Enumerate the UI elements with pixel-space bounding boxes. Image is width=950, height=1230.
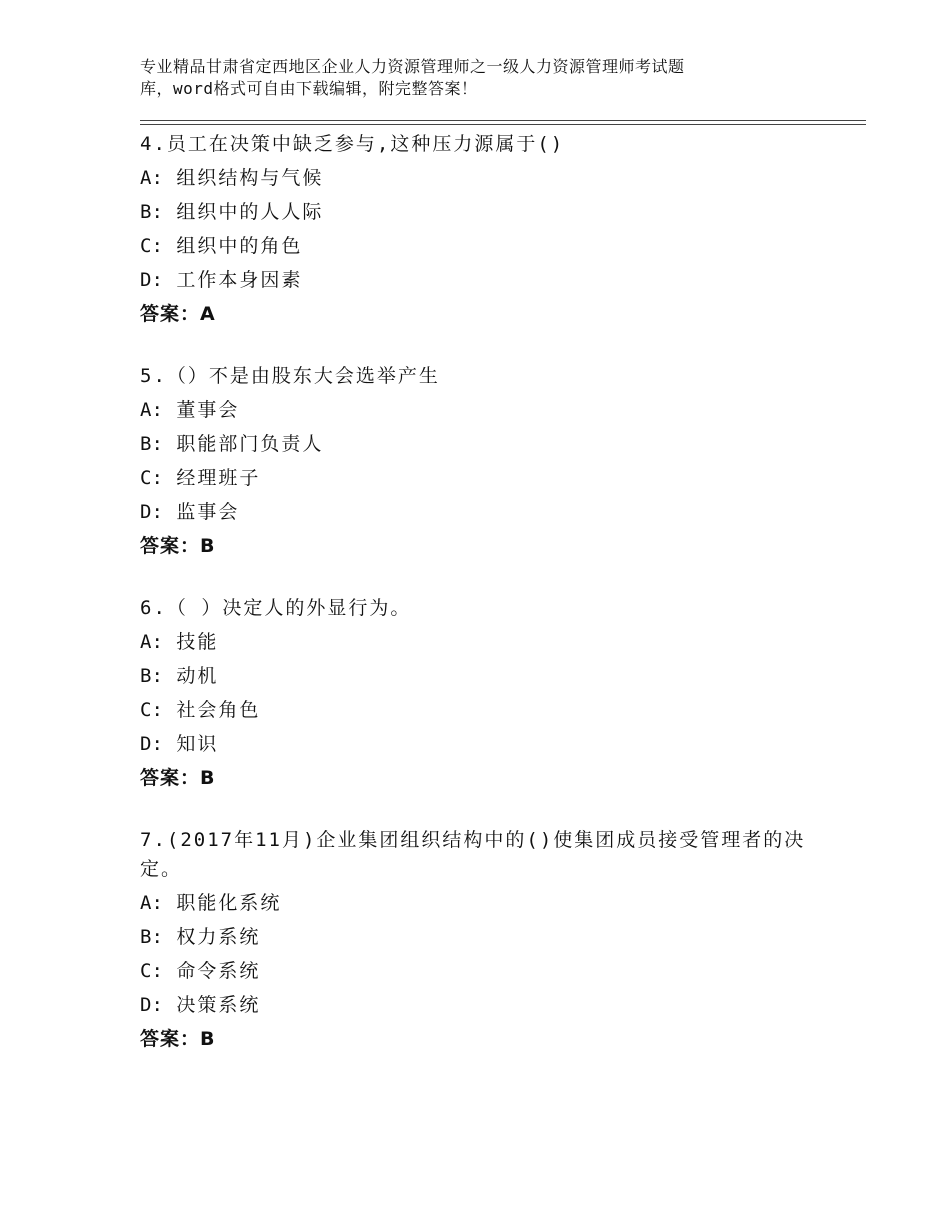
option-c: C: 命令系统 xyxy=(140,960,261,982)
answer-line: 答案：B xyxy=(140,535,216,557)
option-b: B: 职能部门负责人 xyxy=(140,433,324,455)
header-rule-bottom xyxy=(140,124,866,125)
option-a: A: 董事会 xyxy=(140,399,240,421)
answer-line: 答案：A xyxy=(140,303,216,325)
question-list xyxy=(140,130,840,1087)
header-rule-top xyxy=(140,120,866,121)
option-d: D: 决策系统 xyxy=(140,994,261,1016)
option-b: B: 权力系统 xyxy=(140,926,261,948)
question-stem: 7.(2017年11月)企业集团组织结构中的()使集团成员接受管理者的决定。 xyxy=(140,829,806,880)
option-a: A: 组织结构与气候 xyxy=(140,167,324,189)
question-item xyxy=(140,130,840,329)
option-c: C: 经理班子 xyxy=(140,467,261,489)
option-d: D: 工作本身因素 xyxy=(140,269,303,291)
answer-line: 答案：B xyxy=(140,1028,216,1050)
question-stem: 6.（ ）决定人的外显行为。 xyxy=(140,597,412,619)
option-d: D: 监事会 xyxy=(140,501,240,523)
header-line-2: 库，word格式可自由下载编辑，附完整答案！ xyxy=(140,79,478,98)
option-c: C: 社会角色 xyxy=(140,699,261,721)
option-b: B: 动机 xyxy=(140,665,219,687)
option-a: A: 职能化系统 xyxy=(140,892,282,914)
question-item xyxy=(140,826,840,1054)
answer-line: 答案：B xyxy=(140,767,216,789)
option-c: C: 组织中的角色 xyxy=(140,235,303,257)
option-a: A: 技能 xyxy=(140,631,219,653)
header-line-1: 专业精品甘肃省定西地区企业人力资源管理师之一级人力资源管理师考试题 xyxy=(140,57,685,76)
option-b: B: 组织中的人人际 xyxy=(140,201,324,223)
option-d: D: 知识 xyxy=(140,733,219,755)
question-item xyxy=(140,362,840,561)
question-stem: 4.员工在决策中缺乏参与,这种压力源属于() xyxy=(140,133,565,155)
question-stem: 5.（）不是由股东大会选举产生 xyxy=(140,365,440,387)
question-item xyxy=(140,594,840,793)
document-header xyxy=(140,56,780,100)
